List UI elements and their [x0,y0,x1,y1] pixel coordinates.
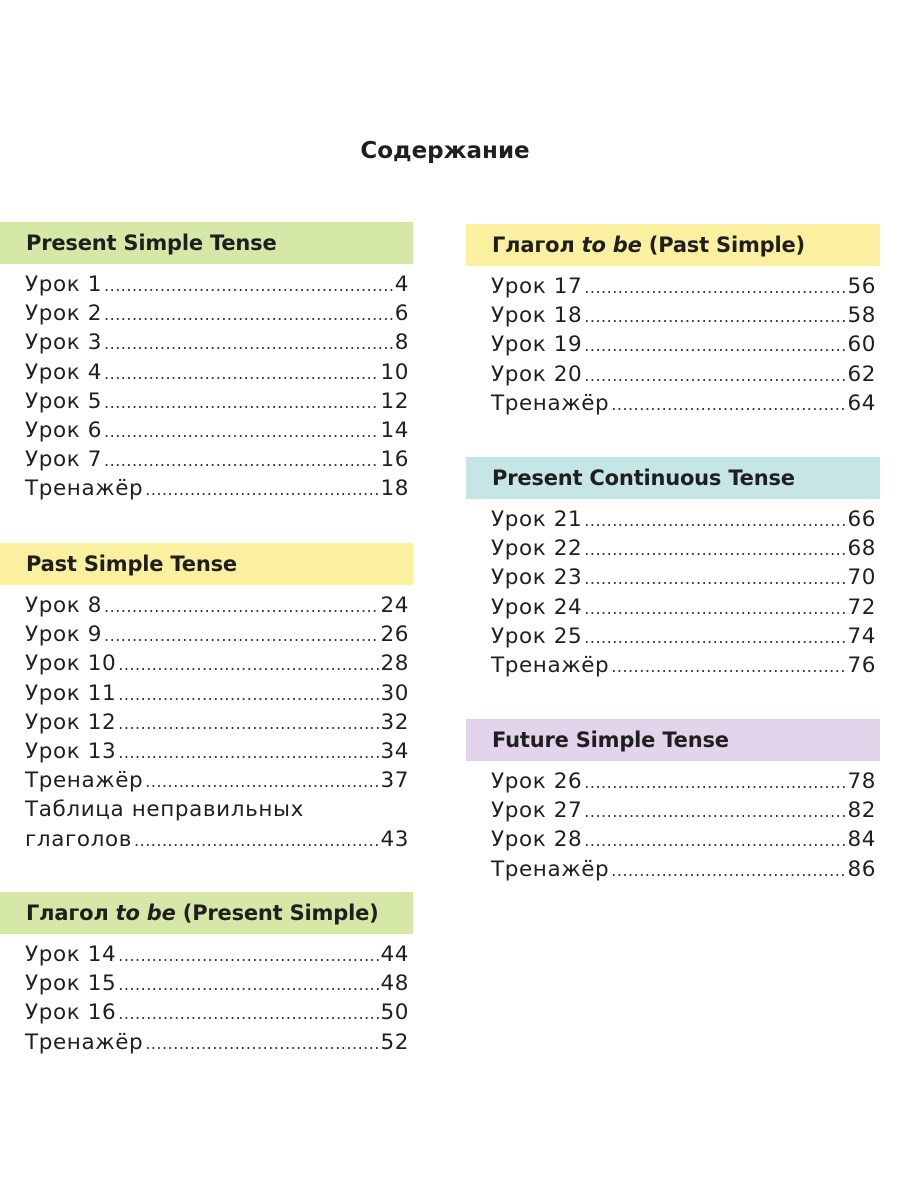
entry-page-number: 6 [394,301,409,327]
section-future-simple [466,719,880,886]
toc-entry[interactable] [25,681,409,710]
dot-leader [118,714,379,733]
entry-page-number: 68 [847,536,876,562]
entry-label: Урок 3 [25,330,103,356]
section-to-be-present [0,892,413,1059]
entry-label: Урок 25 [491,623,583,649]
entry-page-number: 62 [847,361,876,387]
entry-page-number: 56 [847,274,876,299]
dot-leader [584,336,846,355]
entry-label: Урок 1 [25,272,103,297]
dot-leader [584,307,846,326]
dot-leader [584,366,846,385]
entry-page-number: 70 [847,565,876,591]
entry-label: Урок 16 [25,1000,117,1026]
entry-page-number: 28 [380,651,409,677]
toc-entry[interactable] [25,476,409,505]
entry-label: Урок 26 [491,769,583,794]
section-header [466,224,880,266]
toc-entry[interactable] [25,272,409,301]
entry-page-number: 4 [394,272,409,297]
section-title-italic: to be [581,233,642,257]
toc-entry[interactable] [491,624,876,653]
entry-page-number: 64 [847,390,876,416]
entry-page-number: 50 [380,1000,409,1026]
toc-entry[interactable] [25,389,409,418]
dot-leader [118,685,379,704]
dot-leader [104,597,379,616]
dot-leader [584,599,846,618]
entry-label: Урок 21 [491,507,583,532]
entry-page-number: 66 [847,507,876,532]
dot-leader [104,334,394,353]
entry-label: Тренажёр [491,390,610,416]
dot-leader [584,831,846,850]
entry-page-number: 60 [847,332,876,358]
toc-entry[interactable] [491,362,876,391]
toc-entry[interactable] [25,971,409,1000]
dot-leader [145,1034,379,1053]
toc-entry[interactable] [491,274,876,303]
entry-page-number: 78 [847,769,876,794]
toc-entry[interactable] [491,769,876,798]
entry-page-number: 58 [847,303,876,329]
dot-leader [584,628,846,647]
entry-label: Урок 18 [491,303,583,329]
entry-page-number: 12 [380,388,409,414]
entry-list [0,272,413,506]
entry-page-number: 84 [847,827,876,853]
section-present-simple [0,222,413,506]
section-to-be-past [466,224,880,420]
toc-entry[interactable] [491,798,876,827]
toc-entry[interactable] [25,418,409,447]
entry-label: Тренажёр [491,652,610,678]
dot-leader [104,451,379,470]
entry-page-number: 74 [847,623,876,649]
dot-leader [104,364,379,383]
entry-label: Урок 11 [25,680,117,706]
toc-entry[interactable] [491,536,876,565]
dot-leader [118,655,379,674]
entry-label: Урок 5 [25,388,103,414]
section-title-post: (Past Simple) [641,233,805,257]
entry-page-number: 37 [380,768,409,794]
dot-leader [584,278,846,297]
entry-page-number: 24 [380,593,409,618]
toc-entry[interactable] [25,768,409,797]
entry-page-number: 44 [380,942,409,967]
section-header [466,719,880,761]
entry-page-number: 34 [380,738,409,764]
section-header [466,457,880,499]
entry-page-number: 82 [847,798,876,824]
toc-entry[interactable] [25,301,409,330]
entry-label: Урок 8 [25,593,103,618]
toc-entry[interactable] [25,447,409,476]
dot-leader [104,393,379,412]
entry-label: Тренажёр [25,768,144,794]
entry-label: Урок 14 [25,942,117,967]
left-column [0,0,413,1200]
section-past-simple [0,543,413,856]
entry-label: Урок 6 [25,417,103,443]
toc-entry[interactable] [491,303,876,332]
toc-entry[interactable] [491,507,876,536]
entry-label: Тренажёр [25,1029,144,1055]
dot-leader [118,1004,379,1023]
entry-page-number: 86 [847,856,876,882]
entry-label-line1: Таблица неправильных [25,797,304,823]
toc-entry[interactable] [25,622,409,651]
toc-entry-irregular-verbs[interactable] [25,797,409,855]
right-column [466,0,880,1200]
dot-leader [145,772,379,791]
toc-entry[interactable] [25,710,409,739]
section-title-post: (Present Simple) [175,901,379,925]
dot-leader [118,975,379,994]
entry-label: Урок 10 [25,651,117,677]
toc-entry[interactable] [491,332,876,361]
dot-leader [145,480,379,499]
toc-entry[interactable] [491,827,876,856]
toc-entry[interactable] [25,593,409,622]
toc-entry[interactable] [25,1000,409,1029]
entry-page-number: 72 [847,594,876,620]
entry-page-number: 8 [394,330,409,356]
entry-list [466,274,880,420]
section-title-pre: Глагол [492,233,582,257]
section-header [0,222,413,264]
page-title: Содержание [360,138,530,164]
entry-page-number: 16 [380,447,409,473]
entry-label: Тренажёр [491,856,610,882]
toc-entry[interactable] [491,653,876,682]
section-header [0,892,413,934]
toc-entry[interactable] [491,391,876,420]
toc-entry[interactable] [25,942,409,971]
toc-entry[interactable] [491,565,876,594]
entry-label: Урок 17 [491,274,583,299]
dot-leader [584,569,846,588]
entry-list-extra [0,797,413,855]
dot-leader [104,626,379,645]
toc-entry[interactable] [491,857,876,886]
toc-entry[interactable] [25,739,409,768]
entry-label: Урок 22 [491,536,583,562]
entry-label: Урок 15 [25,971,117,997]
section-title: Present Continuous Tense [492,466,795,490]
dot-leader [104,276,394,295]
entry-list [466,507,880,682]
toc-entry[interactable] [25,1030,409,1059]
entry-label: Урок 20 [491,361,583,387]
dot-leader [584,802,846,821]
toc-entry[interactable] [25,330,409,359]
entry-label: Урок 24 [491,594,583,620]
entry-label: Тренажёр [25,476,144,502]
entry-label: Урок 19 [491,332,583,358]
entry-page-number: 32 [380,709,409,735]
entry-page-number: 10 [380,359,409,385]
entry-label-line2-row [25,827,409,856]
section-title-pre: Глагол [26,901,116,925]
toc-entry[interactable] [491,595,876,624]
entry-page-number: 48 [380,971,409,997]
dot-leader [134,831,379,850]
entry-page-number: 26 [380,622,409,648]
dot-leader [104,305,394,324]
entry-page-number: 14 [380,417,409,443]
entry-page-number: 52 [380,1029,409,1055]
entry-list [0,942,413,1059]
entry-label: Урок 12 [25,709,117,735]
toc-entry[interactable] [25,651,409,680]
entry-list [466,769,880,886]
section-present-continuous [466,457,880,682]
entry-page-number: 76 [847,652,876,678]
entry-page-number: 18 [380,476,409,502]
dot-leader [584,773,846,792]
section-title: Future Simple Tense [492,728,729,752]
entry-page-number: 43 [380,826,409,852]
dot-leader [118,946,379,965]
entry-label: Урок 4 [25,359,103,385]
entry-label: Урок 7 [25,447,103,473]
dot-leader [584,511,846,530]
toc-entry[interactable] [25,360,409,389]
entry-label: Урок 27 [491,798,583,824]
dot-leader [104,422,379,441]
section-title-italic: to be [115,901,176,925]
entry-label: Урок 23 [491,565,583,591]
dot-leader [118,743,379,762]
entry-label: Урок 13 [25,738,117,764]
entry-label: Урок 9 [25,622,103,648]
dot-leader [611,395,846,414]
entry-label-line2: глаголов [25,826,133,852]
section-header [0,543,413,585]
entry-list [0,593,413,797]
section-title: Present Simple Tense [26,231,277,255]
section-title: Past Simple Tense [26,552,237,576]
dot-leader [611,861,846,880]
entry-label: Урок 28 [491,827,583,853]
dot-leader [611,657,846,676]
dot-leader [584,540,846,559]
entry-label: Урок 2 [25,301,103,327]
entry-page-number: 30 [380,680,409,706]
